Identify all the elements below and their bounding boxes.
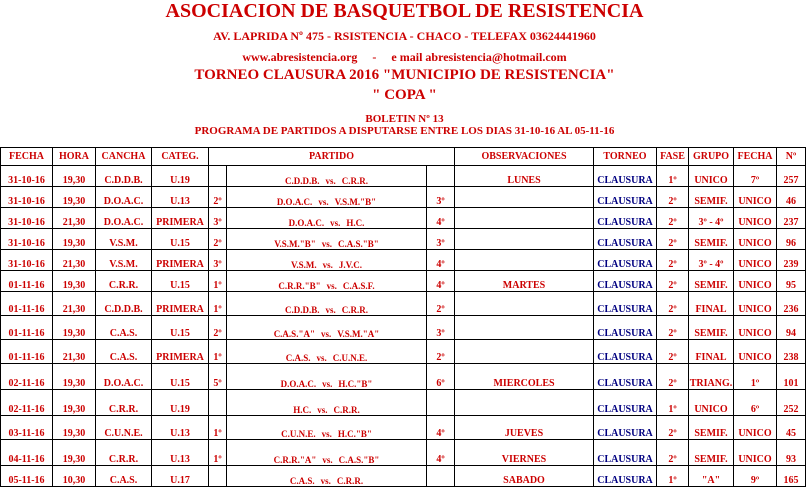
cell-numero: 101 xyxy=(777,364,806,390)
cell-fecha: 01-11-16 xyxy=(1,316,53,340)
cell-grupo: SEMIF. xyxy=(689,187,734,208)
col-fecha-num: FECHA xyxy=(734,148,777,166)
cell-partido xyxy=(227,271,427,292)
match-away-team: V.S.M."A" xyxy=(337,329,380,339)
cell-numero: 238 xyxy=(777,340,806,364)
table-row xyxy=(1,316,806,340)
cell-categoria: U.13 xyxy=(152,187,209,208)
cell-torneo: CLAUSURA xyxy=(594,166,657,187)
cell-fecha-num: UNICO xyxy=(734,292,777,316)
cell-posicion-visitante xyxy=(427,166,455,187)
cell-fase: 2º xyxy=(657,187,689,208)
contact-line xyxy=(0,50,809,65)
cell-cancha: C.R.R. xyxy=(96,271,152,292)
match-away-team: H.C."B" xyxy=(338,379,373,389)
match-away-team: C.R.R. xyxy=(333,405,360,415)
cell-observaciones xyxy=(455,340,594,364)
cell-posicion-visitante: 3º xyxy=(427,316,455,340)
match-vs: vs. xyxy=(320,329,332,339)
match-vs: vs. xyxy=(322,260,333,270)
cell-posicion-local: 1º xyxy=(209,440,227,466)
cell-torneo: CLAUSURA xyxy=(594,340,657,364)
cell-posicion-visitante: 4º xyxy=(427,250,455,271)
match-away-team: C.U.N.E. xyxy=(332,353,368,363)
col-cancha: CANCHA xyxy=(96,148,152,166)
cell-fecha-num: UNICO xyxy=(734,440,777,466)
cell-fecha-num: UNICO xyxy=(734,250,777,271)
cell-categoria: U.15 xyxy=(152,364,209,390)
cell-fecha: 31-10-16 xyxy=(1,250,53,271)
col-torneo: TORNEO xyxy=(594,148,657,166)
cell-observaciones: JUEVES xyxy=(455,416,594,440)
cell-fase: 2º xyxy=(657,250,689,271)
match-vs: vs. xyxy=(325,305,336,315)
cell-hora: 10,30 xyxy=(53,466,96,487)
cell-hora: 21,30 xyxy=(53,340,96,364)
cell-numero: 45 xyxy=(777,416,806,440)
match-away-team: C.A.S."B" xyxy=(338,455,380,465)
cell-fase: 2º xyxy=(657,440,689,466)
match-home-team: V.S.M. xyxy=(291,260,317,270)
match-home-team: C.D.D.B. xyxy=(284,305,320,315)
cell-categoria: U.19 xyxy=(152,166,209,187)
match-away-team: V.S.M."B" xyxy=(334,197,377,207)
match-home-team: C.R.R."A" xyxy=(273,455,317,465)
table-row xyxy=(1,292,806,316)
cell-partido xyxy=(227,340,427,364)
cell-categoria: U.15 xyxy=(152,271,209,292)
cell-partido xyxy=(227,364,427,390)
cell-categoria: U.15 xyxy=(152,316,209,340)
cell-observaciones: SABADO xyxy=(455,466,594,487)
col-numero: Nº xyxy=(777,148,806,166)
cell-observaciones: VIERNES xyxy=(455,440,594,466)
cell-posicion-local xyxy=(209,466,227,487)
cell-observaciones: LUNES xyxy=(455,166,594,187)
match-home-team: D.O.A.C. xyxy=(276,197,313,207)
cell-cancha: C.A.S. xyxy=(96,316,152,340)
cell-observaciones xyxy=(455,316,594,340)
cell-fecha-num: UNICO xyxy=(734,187,777,208)
cell-grupo: UNICO xyxy=(689,166,734,187)
cell-posicion-local: 1º xyxy=(209,340,227,364)
cell-grupo: TRIANG. xyxy=(689,364,734,390)
match-away-team: J.V.C. xyxy=(338,260,362,270)
cell-partido xyxy=(227,292,427,316)
match-vs: vs. xyxy=(318,197,329,207)
match-away-team: C.R.R. xyxy=(341,176,369,186)
cell-cancha: D.O.A.C. xyxy=(96,364,152,390)
cell-fecha-num: UNICO xyxy=(734,316,777,340)
cell-cancha: C.R.R. xyxy=(96,390,152,416)
cell-fase: 2º xyxy=(657,208,689,229)
cell-posicion-local xyxy=(209,390,227,416)
cell-grupo: UNICO xyxy=(689,390,734,416)
cell-observaciones: MARTES xyxy=(455,271,594,292)
table-row xyxy=(1,440,806,466)
cell-grupo: 3º - 4º xyxy=(689,250,734,271)
cell-torneo: CLAUSURA xyxy=(594,390,657,416)
cell-posicion-visitante: 2º xyxy=(427,292,455,316)
cell-partido xyxy=(227,187,427,208)
cell-grupo: "A" xyxy=(689,466,734,487)
cell-observaciones xyxy=(455,250,594,271)
cell-cancha: D.O.A.C. xyxy=(96,187,152,208)
match-home-team: C.D.D.B. xyxy=(284,176,320,186)
cell-categoria: U.15 xyxy=(152,229,209,250)
cell-cancha: C.D.D.B. xyxy=(96,292,152,316)
cell-cancha: C.A.S. xyxy=(96,340,152,364)
cell-torneo: CLAUSURA xyxy=(594,416,657,440)
table-row xyxy=(1,208,806,229)
cell-fecha: 01-11-16 xyxy=(1,292,53,316)
tournament-title: TORNEO CLAUSURA 2016 "MUNICIPIO DE RESISTENCIA" xyxy=(194,67,615,83)
cell-fecha: 31-10-16 xyxy=(1,187,53,208)
col-hora: HORA xyxy=(53,148,96,166)
cell-fecha: 01-11-16 xyxy=(1,271,53,292)
cell-fase: 2º xyxy=(657,271,689,292)
cell-posicion-local: 3º xyxy=(209,250,227,271)
match-vs: vs. xyxy=(317,405,328,415)
cell-torneo: CLAUSURA xyxy=(594,250,657,271)
cell-partido xyxy=(227,466,427,487)
match-home-team: V.S.M."B" xyxy=(274,239,316,249)
website-text: www.abresistencia.org xyxy=(242,50,358,64)
cell-posicion-local: 5º xyxy=(209,364,227,390)
cell-torneo: CLAUSURA xyxy=(594,364,657,390)
match-home-team: D.O.A.C. xyxy=(280,379,317,389)
cell-partido xyxy=(227,229,427,250)
cell-partido xyxy=(227,166,427,187)
cell-fase: 2º xyxy=(657,364,689,390)
table-header-row xyxy=(1,148,806,166)
match-away-team: C.A.S.F. xyxy=(342,281,375,291)
cell-fase: 1º xyxy=(657,466,689,487)
col-fase: FASE xyxy=(657,148,689,166)
cell-fecha-num: UNICO xyxy=(734,271,777,292)
match-home-team: C.U.N.E. xyxy=(281,429,316,439)
cell-grupo: SEMIF. xyxy=(689,440,734,466)
cell-numero: 252 xyxy=(777,390,806,416)
cell-fase: 1º xyxy=(657,390,689,416)
cell-numero: 94 xyxy=(777,316,806,340)
cell-fase: 2º xyxy=(657,416,689,440)
table-row xyxy=(1,166,806,187)
match-away-team: H.C."B" xyxy=(337,429,372,439)
cell-categoria: PRIMERA xyxy=(152,250,209,271)
match-home-team: C.A.S. xyxy=(289,476,315,486)
table-row xyxy=(1,187,806,208)
col-categ: CATEG. xyxy=(152,148,209,166)
cell-grupo: FINAL xyxy=(689,292,734,316)
cell-posicion-local xyxy=(209,166,227,187)
cell-posicion-visitante: 2º xyxy=(427,340,455,364)
cell-cancha: C.R.R. xyxy=(96,440,152,466)
cell-fecha: 02-11-16 xyxy=(1,364,53,390)
cell-categoria: U.19 xyxy=(152,390,209,416)
cell-fase: 2º xyxy=(657,316,689,340)
cell-categoria: PRIMERA xyxy=(152,340,209,364)
cell-hora: 19,30 xyxy=(53,271,96,292)
cell-fecha-num: UNICO xyxy=(734,229,777,250)
match-vs: vs. xyxy=(322,455,333,465)
match-home-team: D.O.A.C. xyxy=(288,218,325,228)
cell-grupo: 3º - 4º xyxy=(689,208,734,229)
cell-fecha-num: UNICO xyxy=(734,340,777,364)
cell-fecha: 05-11-16 xyxy=(1,466,53,487)
cell-torneo: CLAUSURA xyxy=(594,271,657,292)
cell-numero: 96 xyxy=(777,229,806,250)
cell-fecha: 31-10-16 xyxy=(1,229,53,250)
match-vs: vs. xyxy=(321,429,332,439)
cell-observaciones xyxy=(455,390,594,416)
cell-posicion-visitante: 4º xyxy=(427,271,455,292)
cell-observaciones xyxy=(455,208,594,229)
cell-numero: 93 xyxy=(777,440,806,466)
cell-grupo: SEMIF. xyxy=(689,416,734,440)
table-row xyxy=(1,390,806,416)
cell-grupo: FINAL xyxy=(689,340,734,364)
cell-hora: 19,30 xyxy=(53,229,96,250)
cell-cancha: C.U.N.E. xyxy=(96,416,152,440)
cell-grupo: SEMIF. xyxy=(689,316,734,340)
cell-partido xyxy=(227,250,427,271)
cell-cancha: D.O.A.C. xyxy=(96,208,152,229)
cell-fecha: 02-11-16 xyxy=(1,390,53,416)
cell-observaciones xyxy=(455,229,594,250)
cell-posicion-local: 1º xyxy=(209,271,227,292)
match-vs: vs. xyxy=(320,476,331,486)
cell-partido xyxy=(227,390,427,416)
match-home-team: C.A.S."A" xyxy=(273,329,315,339)
match-vs: vs. xyxy=(330,218,341,228)
cell-hora: 19,30 xyxy=(53,440,96,466)
table-row xyxy=(1,271,806,292)
cell-fecha: 31-10-16 xyxy=(1,208,53,229)
cup-title: " COPA " xyxy=(372,87,437,103)
cell-numero: 95 xyxy=(777,271,806,292)
cell-categoria: U.17 xyxy=(152,466,209,487)
contact-separator: - xyxy=(372,50,377,64)
cell-hora: 19,30 xyxy=(53,390,96,416)
cell-grupo: SEMIF. xyxy=(689,229,734,250)
cell-numero: 165 xyxy=(777,466,806,487)
cell-posicion-local: 3º xyxy=(209,208,227,229)
cell-torneo: CLAUSURA xyxy=(594,292,657,316)
match-vs: vs. xyxy=(326,281,337,291)
cell-fase: 2º xyxy=(657,292,689,316)
schedule-table xyxy=(0,147,806,487)
cell-posicion-visitante: 4º xyxy=(427,208,455,229)
cell-numero: 239 xyxy=(777,250,806,271)
cell-hora: 19,30 xyxy=(53,316,96,340)
match-home-team: C.R.R."B" xyxy=(278,281,321,291)
cell-categoria: PRIMERA xyxy=(152,292,209,316)
cell-posicion-visitante: 3º xyxy=(427,187,455,208)
match-away-team: C.A.S."B" xyxy=(338,239,379,249)
cell-cancha: C.A.S. xyxy=(96,466,152,487)
address-line: AV. LAPRIDA Nº 475 - RSISTENCIA - CHACO - TELEFAX 03624441960 xyxy=(213,29,596,43)
cell-posicion-visitante xyxy=(427,390,455,416)
match-vs: vs. xyxy=(316,353,327,363)
cell-fecha: 04-11-16 xyxy=(1,440,53,466)
cell-torneo: CLAUSURA xyxy=(594,229,657,250)
cell-posicion-local: 1º xyxy=(209,416,227,440)
cell-fecha: 31-10-16 xyxy=(1,166,53,187)
cell-hora: 19,30 xyxy=(53,187,96,208)
table-row xyxy=(1,416,806,440)
cell-posicion-visitante: 4º xyxy=(427,416,455,440)
cell-categoria: U.13 xyxy=(152,440,209,466)
cell-hora: 19,30 xyxy=(53,416,96,440)
cell-numero: 257 xyxy=(777,166,806,187)
cell-fase: 2º xyxy=(657,340,689,364)
col-grupo: GRUPO xyxy=(689,148,734,166)
cell-cancha: C.D.D.B. xyxy=(96,166,152,187)
cell-posicion-visitante: 6º xyxy=(427,364,455,390)
cell-observaciones: MIERCOLES xyxy=(455,364,594,390)
table-row xyxy=(1,466,806,487)
cell-cancha: V.S.M. xyxy=(96,229,152,250)
match-home-team: C.A.S. xyxy=(285,353,311,363)
cell-fecha-num: 7º xyxy=(734,166,777,187)
cell-numero: 46 xyxy=(777,187,806,208)
cell-hora: 19,30 xyxy=(53,364,96,390)
match-away-team: C.R.R. xyxy=(336,476,364,486)
cell-numero: 237 xyxy=(777,208,806,229)
table-row xyxy=(1,250,806,271)
email-text: e mail abresistencia@hotmail.com xyxy=(391,50,567,64)
cell-fecha-num: UNICO xyxy=(734,208,777,229)
col-observaciones: OBSERVACIONES xyxy=(455,148,594,166)
cell-partido xyxy=(227,416,427,440)
cell-numero: 236 xyxy=(777,292,806,316)
organization-title: ASOCIACION DE BASQUETBOL DE RESISTENCIA xyxy=(165,0,644,22)
cell-cancha: V.S.M. xyxy=(96,250,152,271)
cell-categoria: PRIMERA xyxy=(152,208,209,229)
col-partido: PARTIDO xyxy=(209,148,455,166)
cell-categoria: U.13 xyxy=(152,416,209,440)
match-home-team: H.C. xyxy=(293,405,312,415)
cell-partido xyxy=(227,316,427,340)
table-row xyxy=(1,340,806,364)
cell-posicion-local: 2º xyxy=(209,229,227,250)
col-fecha: FECHA xyxy=(1,148,53,166)
cell-fecha-num: UNICO xyxy=(734,416,777,440)
cell-posicion-visitante: 3º xyxy=(427,229,455,250)
cell-fecha-num: 1º xyxy=(734,364,777,390)
bulletin-number: BOLETIN Nº 13 xyxy=(365,113,444,125)
cell-observaciones xyxy=(455,292,594,316)
cell-torneo: CLAUSURA xyxy=(594,316,657,340)
cell-hora: 21,30 xyxy=(53,292,96,316)
match-vs: vs. xyxy=(321,239,333,249)
cell-grupo: SEMIF. xyxy=(689,271,734,292)
cell-fecha-num: 9º xyxy=(734,466,777,487)
cell-partido xyxy=(227,208,427,229)
cell-partido xyxy=(227,440,427,466)
cell-torneo: CLAUSURA xyxy=(594,187,657,208)
cell-posicion-local: 2º xyxy=(209,187,227,208)
match-away-team: H.C. xyxy=(346,218,365,228)
cell-fase: 1º xyxy=(657,166,689,187)
cell-torneo: CLAUSURA xyxy=(594,440,657,466)
schedule-subtitle: PROGRAMA DE PARTIDOS A DISPUTARSE ENTRE LOS DIAS 31-10-16 AL 05-11-16 xyxy=(194,125,615,137)
cell-fase: 2º xyxy=(657,229,689,250)
cell-fecha-num: 6º xyxy=(734,390,777,416)
match-vs: vs. xyxy=(325,176,336,186)
cell-hora: 21,30 xyxy=(53,208,96,229)
match-vs: vs. xyxy=(322,379,333,389)
cell-posicion-visitante: 4º xyxy=(427,440,455,466)
table-row xyxy=(1,229,806,250)
table-row xyxy=(1,364,806,390)
cell-observaciones xyxy=(455,187,594,208)
cell-fecha: 03-11-16 xyxy=(1,416,53,440)
match-away-team: C.R.R. xyxy=(341,305,369,315)
cell-hora: 21,30 xyxy=(53,250,96,271)
cell-posicion-local: 1º xyxy=(209,292,227,316)
cell-hora: 19,30 xyxy=(53,166,96,187)
cell-posicion-local: 2º xyxy=(209,316,227,340)
cell-torneo: CLAUSURA xyxy=(594,208,657,229)
cell-torneo: CLAUSURA xyxy=(594,466,657,487)
cell-posicion-visitante xyxy=(427,466,455,487)
cell-fecha: 01-11-16 xyxy=(1,340,53,364)
